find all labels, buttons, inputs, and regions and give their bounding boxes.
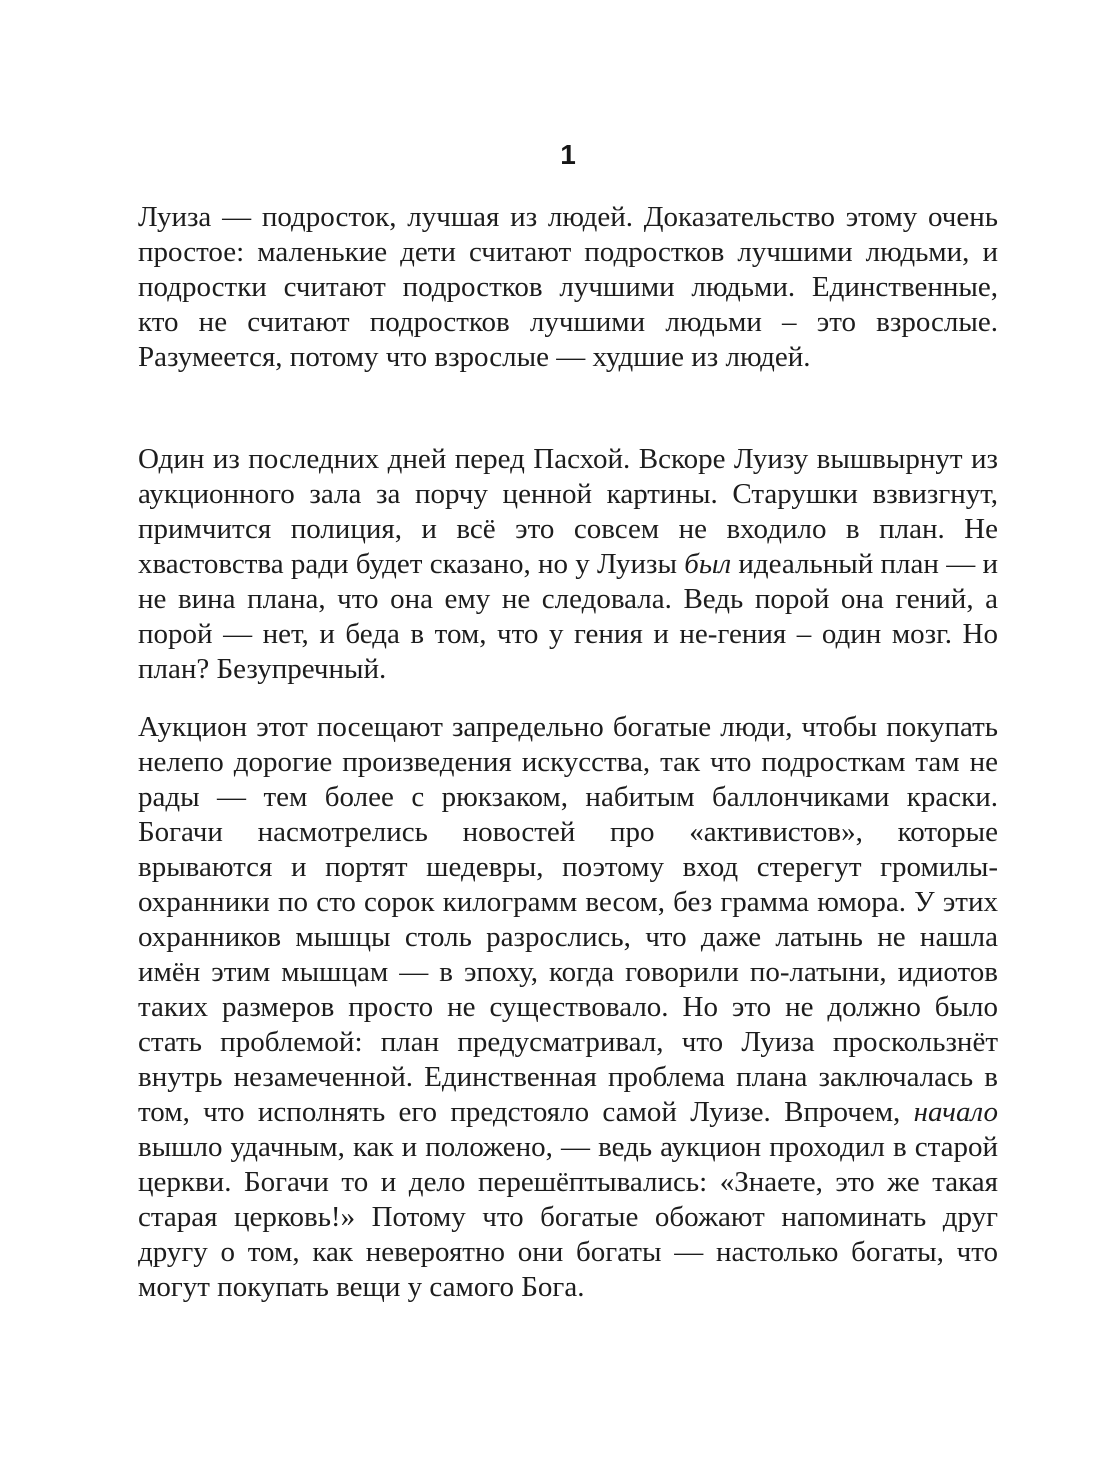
paragraph-auction-description xyxy=(138,710,998,1305)
chapter-number: 1 xyxy=(560,139,576,170)
text-column xyxy=(138,0,998,1305)
paragraph-intro xyxy=(138,200,998,375)
italic-text-run: начало xyxy=(913,1096,998,1128)
text-run: Один из последних дней перед Пасхой. Вскоре Луизу вышвырнут из аукционного зала за порчу ценной картины. Старушки взвизгнут, примчится полиция, и всё это совсем не входило в план. Не хвастовства ради будет сказано, но у Луизы xyxy=(138,443,998,580)
text-run: Аукцион этот посещают запредельно богатые люди, чтобы покупать нелепо дорогие произведения искусства, так что подросткам там не рады — тем более с рюкзаком, набитым баллончиками краски. Богачи насмотрелись новостей про «активистов», которые врываются и портят шедевры, поэтому вход стерегут громилы-охранники по сто сорок килограмм весом, без грамма юмора. У этих охранников мышцы столь разрослись, что даже латынь не нашла имён этим мышцам — в эпоху, когда говорили по-латыни, идиотов таких размеров просто не существовало. Но это не должно было стать проблемой: план предусматривал, что Луиза проскользнёт внутрь незамеченной. Единственная проблема плана заключалась в том, что исполнять его предстояло самой Луизе. Впрочем, xyxy=(138,711,998,1128)
text-run: идеальный план — и не вина плана, что она ему не следовала. Ведь порой она гений, а порой — нет, и беда в том, что у гения и не-гения – один мозг. Но план? Безупречный. xyxy=(138,548,998,685)
paragraph-auction-day xyxy=(138,442,998,687)
text-run: Луиза — подросток, лучшая из людей. Доказательство этому очень простое: маленькие дети считают подростков лучшими людьми, и подростки считают подростков лучшими людьми. Единственные, кто не считают подростков лучшими людьми – это взрослые. Разумеется, потому что взрослые — худшие из людей. xyxy=(138,201,998,373)
text-run: вышло удачным, как и положено, — ведь аукцион проходил в старой церкви. Богачи то и дело перешёптывались: «Знаете, это же такая старая церковь!» Потому что богатые обожают напоминать друг другу о том, как невероятно они богаты — настолько богаты, что могут покупать вещи у самого Бога. xyxy=(138,1131,998,1303)
italic-text-run: был xyxy=(684,548,732,580)
